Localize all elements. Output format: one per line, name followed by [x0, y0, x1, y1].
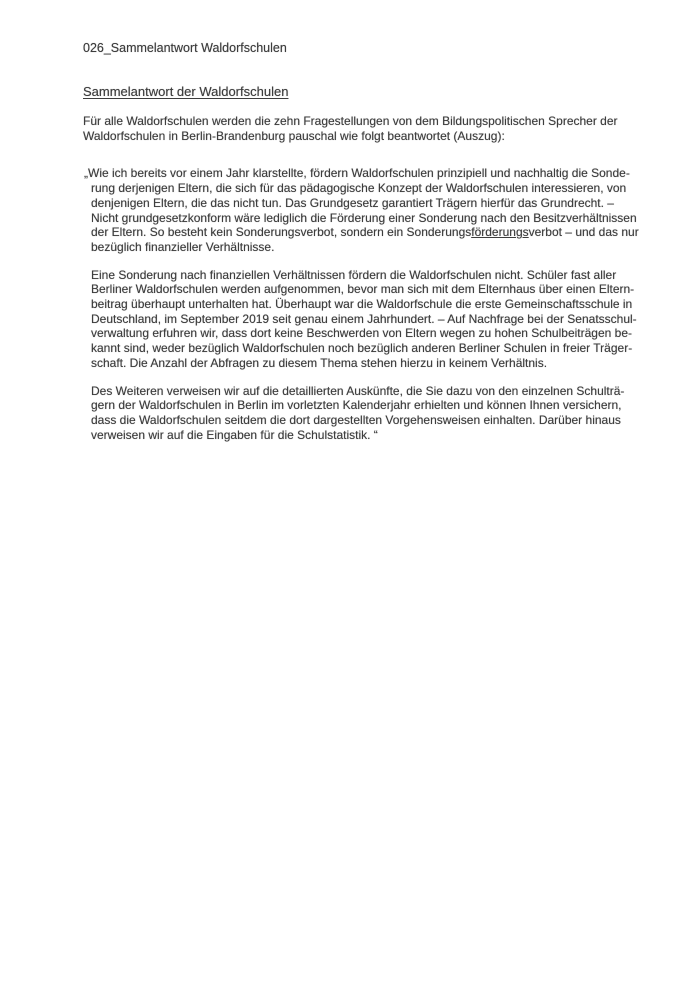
- page-title: Sammelantwort der Waldorfschulen: [83, 84, 289, 99]
- text-line: Waldorfschulen in Berlin-Brandenburg pauschal wie folgt beantwortet (Auszug):: [83, 128, 505, 143]
- text-line: Eine Sonderung nach finanziellen Verhältnissen fördern die Waldorfschulen nicht. Schüler fast aller: [91, 267, 617, 282]
- text-line: bezüglich finanzieller Verhältnisse.: [91, 239, 275, 254]
- quote-paragraph-1: [84, 166, 660, 254]
- text-line: rung derjenigen Eltern, die sich für das pädagogische Konzept der Waldorfschulen interessieren, von: [91, 181, 627, 196]
- text-line: denjenigen Eltern, die das nicht tun. Das Grundgesetz garantiert Trägern hierfür das Grundrecht. –: [91, 195, 614, 210]
- text-line: [91, 225, 660, 240]
- text-line: Des Weiteren verweisen wir auf die detaillierten Auskünfte, die Sie dazu von den einzelnen Schulträ-: [91, 383, 625, 398]
- quote-paragraph-2: [91, 268, 660, 371]
- text-line: kannt sind, weder bezüglich Waldorfschulen noch bezüglich anderen Berliner Schulen in freier Träger-: [91, 341, 633, 356]
- text-line: Für alle Waldorfschulen werden die zehn Fragestellungen von dem Bildungspolitischen Sprecher der: [83, 114, 618, 128]
- text-line: „Wie ich bereits vor einem Jahr klarstellte, fördern Waldorfschulen prinzipiell und nachhaltig die Sonde-: [84, 166, 630, 181]
- text-segment: verbot – und das nur: [528, 225, 639, 240]
- text-line: beitrag überhaupt unterhalten hat. Überhaupt war die Waldorfschule die erste Gemeinschaftsschule in: [91, 297, 633, 312]
- quoted-answer-block: [84, 166, 660, 442]
- text-line: verweisen wir auf die Eingaben für die Schulstatistik. “: [91, 427, 378, 442]
- text-line: dass die Waldorfschulen seitdem die dort dargestellten Vorgehensweisen einhalten. Darüber hinaus: [91, 412, 621, 427]
- text-line: gern der Waldorfschulen in Berlin im vorletzten Kalenderjahr erhielten und können Ihnen versichern,: [91, 398, 622, 413]
- text-segment: der Eltern. So besteht kein Sonderungsverbot, sondern ein Sonderungs: [91, 225, 472, 240]
- text-line: schaft. Die Anzahl der Abfragen zu diesem Thema stehen hierzu in keinem Verhältnis.: [91, 355, 548, 370]
- intro-paragraph: [83, 114, 660, 143]
- underlined-text-segment: förderungs: [471, 225, 529, 240]
- text-line: verwaltung erfuhren wir, dass dort keine Beschwerden von Eltern wegen zu hohen Schulbeiträgen be-: [91, 326, 632, 341]
- text-line: Nicht grundgesetzkonform wäre lediglich die Förderung einer Sonderung nach den Besitzverhältnissen: [91, 210, 637, 225]
- text-line: Berliner Waldorfschulen werden aufgenommen, bevor man sich mit dem Elternhaus über einen Eltern-: [91, 282, 635, 297]
- document-label: 026_Sammelantwort Waldorfschulen: [83, 41, 287, 55]
- quote-paragraph-3: [91, 384, 660, 443]
- text-line: Deutschland, im September 2019 seit genau einem Jahrhundert. – Auf Nachfrage bei der Senatsschul-: [91, 311, 637, 326]
